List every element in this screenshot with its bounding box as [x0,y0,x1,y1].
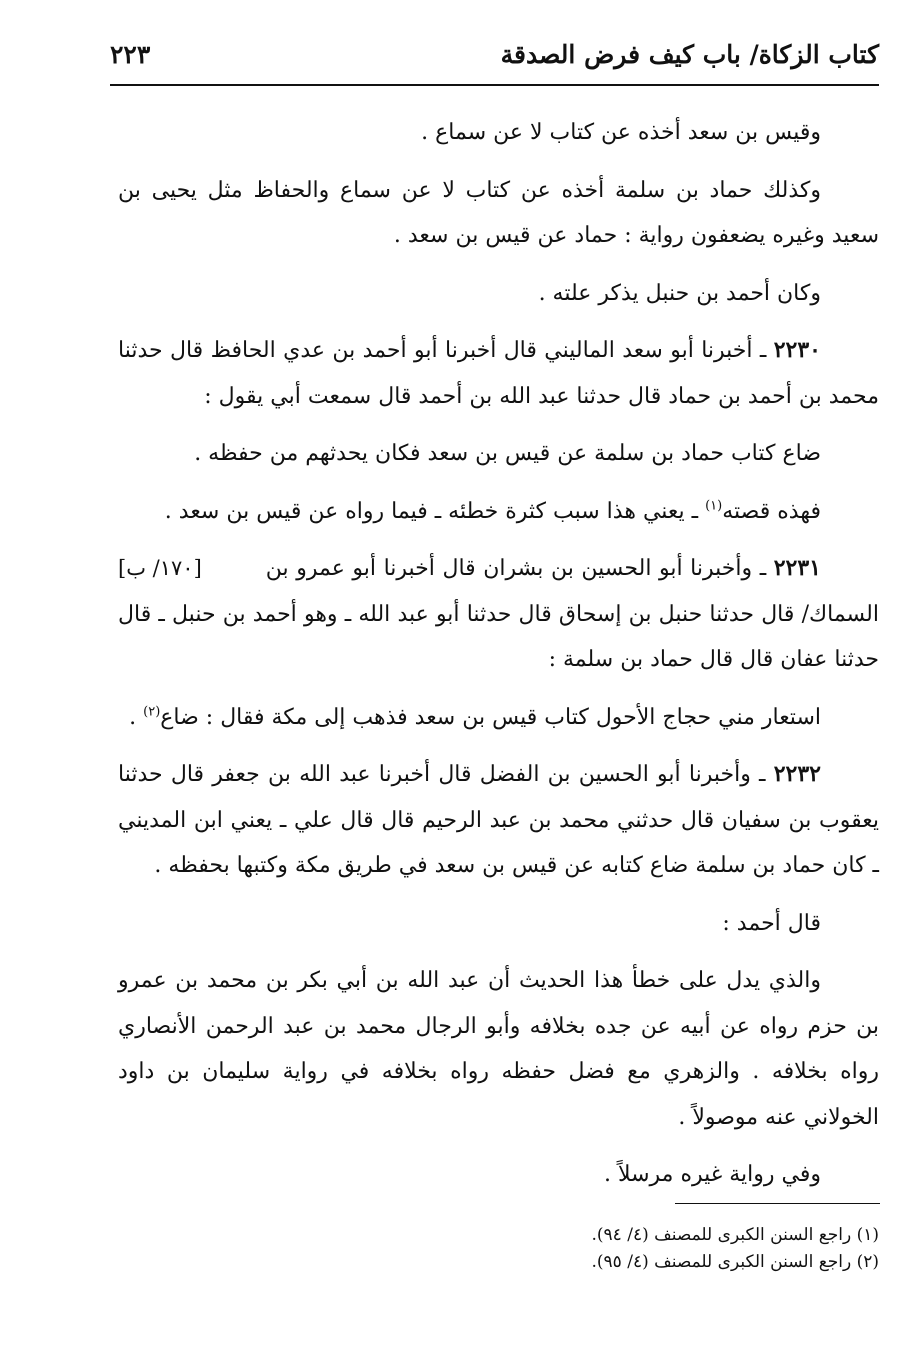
paragraph [118,695,879,741]
hadith-number: ٢٢٣١ [773,555,821,581]
text-segment: فهذه قصته [722,498,821,524]
chapter-title: كتاب الزكاة/ باب كيف فرض الصدقة [500,40,879,69]
footnote-divider [675,1203,880,1204]
paragraph: وفي رواية غيره مرسلاً . [603,1162,821,1187]
hadith-2232 [118,752,879,889]
page-number: ٢٢٣ [110,40,151,69]
hadith-2230 [118,328,879,419]
hadith-number: ٢٢٣٠ [773,337,821,363]
paragraph: ضاع كتاب حماد بن سلمة عن قيس بن سعد فكان يحدثهم من حفظه . [194,441,821,466]
text-segment: ـ يعني هذا سبب كثرة خطئه ـ فيما رواه عن قيس بن سعد . [164,498,706,524]
footnote-ref: (١) [705,498,723,514]
hadith-text: ـ وأخبرنا أبو الحسين بن الفضل قال أخبرنا عبد الله بن جعفر قال حدثنا يعقوب بن سفيان قال حدثني محمد بن عبد الرحيم قال قال علي ـ يعني ابن المديني ـ كان حماد بن سلمة ضاع كتابه عن قيس بن سعد في طريق مكة وكتبها بحفظه . [118,762,879,878]
hadith-2231 [118,546,879,683]
text-segment: . [129,704,144,730]
manuscript-folio-marker: [١٧٠/ ب] [118,556,202,580]
text-segment: استعار مني حجاج الأحول كتاب قيس بن سعد فذهب إلى مكة فقال : ضاع [160,704,821,730]
paragraph [118,489,879,535]
footnote: (٢) راجع السنن الكبرى للمصنف (٤/ ٩٥). [591,1252,879,1272]
hadith-number: ٢٢٣٢ [773,761,821,787]
footnote: (١) راجع السنن الكبرى للمصنف (٤/ ٩٤). [591,1225,879,1245]
paragraph: وكان أحمد بن حنبل يذكر علته . [538,280,821,306]
running-header [110,38,879,78]
hadith-text: ـ أخبرنا أبو سعد الماليني قال أخبرنا أبو أحمد بن عدي الحافظ قال حدثنا محمد بن أحمد بن حماد قال حدثنا عبد الله بن أحمد قال سمعت أبي يقول : [118,338,879,409]
hadith-text: ـ وأخبرنا أبو الحسين بن بشران قال أخبرنا أبو عمرو بن السماك/ قال حدثنا حنبل بن إسحاق قال حدثنا أبو عبد الله ـ وهو أحمد بن حنبل ـ قال حدثنا عفان قال قال حماد بن سلمة : [118,556,879,672]
paragraph: والذي يدل على خطأ هذا الحديث أن عبد الله بن أبي بكر بن محمد بن عمرو بن حزم رواه عن أبيه عن جده بخلافه وأبو الرجال محمد بن عبد الرحمن الأنصاري رواه بخلافه . والزهري مع فضل حفظه رواه بخلافه في رواية سليمان بن داود الخولاني عنه موصولاً . [118,968,879,1130]
paragraph: وكذلك حماد بن سلمة أخذه عن كتاب لا عن سماع والحفاظ مثل يحيى بن سعيد وغيره يضعفون رواية : حماد عن قيس بن سعد . [118,177,879,248]
header-divider [110,84,879,86]
footnotes [400,1222,879,1276]
paragraph: قال أحمد : [722,910,821,936]
paragraph: وقيس بن سعد أخذه عن كتاب لا عن سماع . [421,120,821,145]
main-text [118,110,879,1210]
footnote-ref: (٢) [143,704,161,720]
